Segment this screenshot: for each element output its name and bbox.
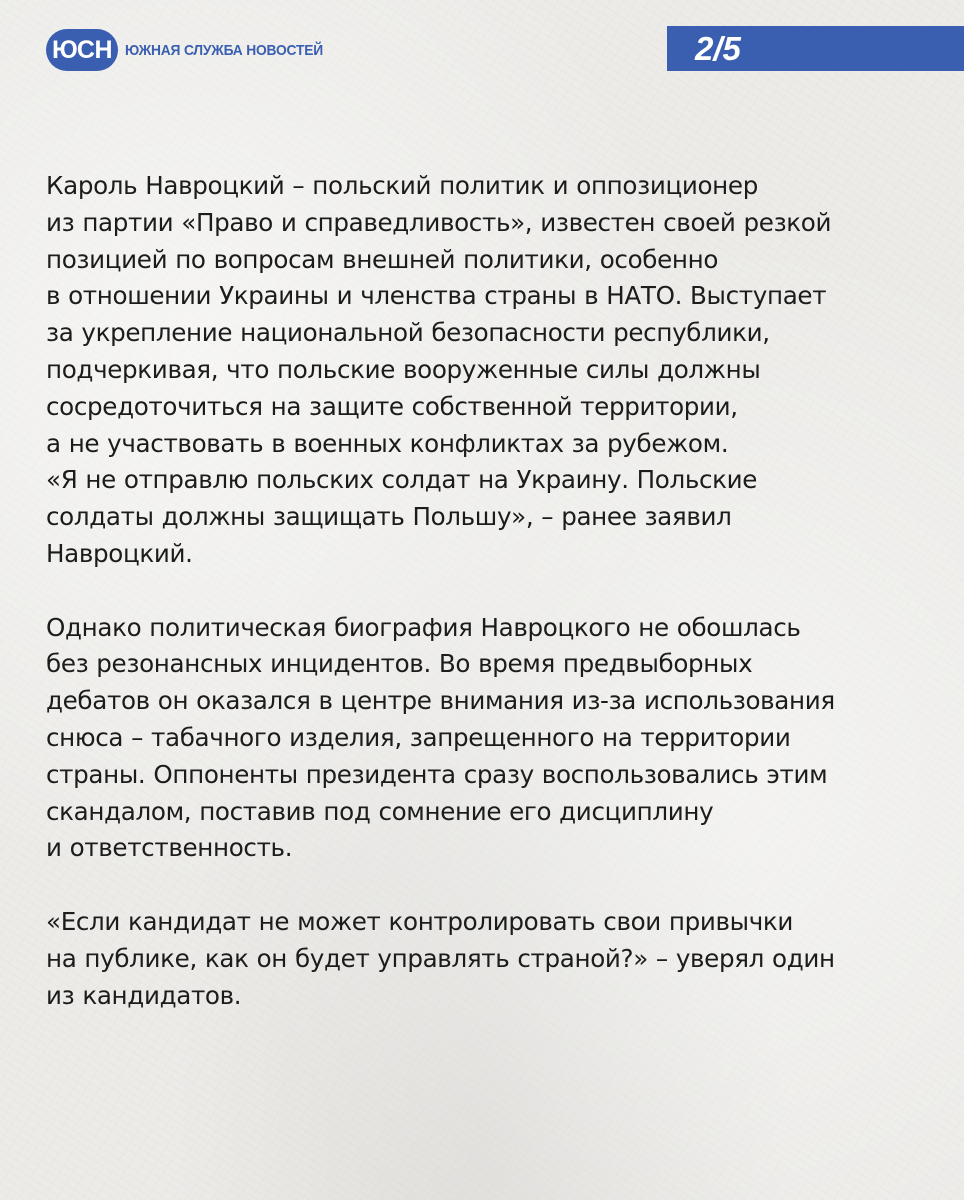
article-body <box>46 168 926 1014</box>
article-paragraph-3: «Если кандидат не может контролировать свои привычки на публике, как он будет управлять страной?» – уверял один из кандидатов. <box>46 906 835 1010</box>
article-paragraph-1: Кароль Навроцкий – польский политик и оппозиционер из партии «Право и справедливость», известен своей резкой позицией по вопросам внешней политики, особенно в отношении Украины и членства страны в НАТО. Выступает за укрепление национальной безопасности республики, подчеркивая, что польские вооруженные силы должны сосредоточиться на защите собственной территории, а не участвовать в военных конфликтах за рубежом. «Я не отправлю польских солдат на Украину. Польские солдаты должны защищать Польшу», – ранее заявил Навроцкий. <box>46 171 832 568</box>
brand-logo <box>46 28 340 72</box>
paragraph-spacer <box>46 867 926 904</box>
page-counter: 2/5 <box>667 26 964 71</box>
paragraph-spacer <box>46 573 926 610</box>
logo-name: ЮЖНАЯ СЛУЖБА НОВОСТЕЙ <box>125 41 323 59</box>
logo-badge: ЮСН <box>46 29 118 71</box>
article-paragraph-2: Однако политическая биография Навроцкого не обошлась без резонансных инцидентов. Во время предвыборных дебатов он оказался в центре внимания из-за использования снюса – табачного изделия, запрещенного на территории страны. Оппоненты президента сразу воспользовались этим скандалом, поставив под сомнение его дисциплину и ответственность. <box>46 612 835 863</box>
